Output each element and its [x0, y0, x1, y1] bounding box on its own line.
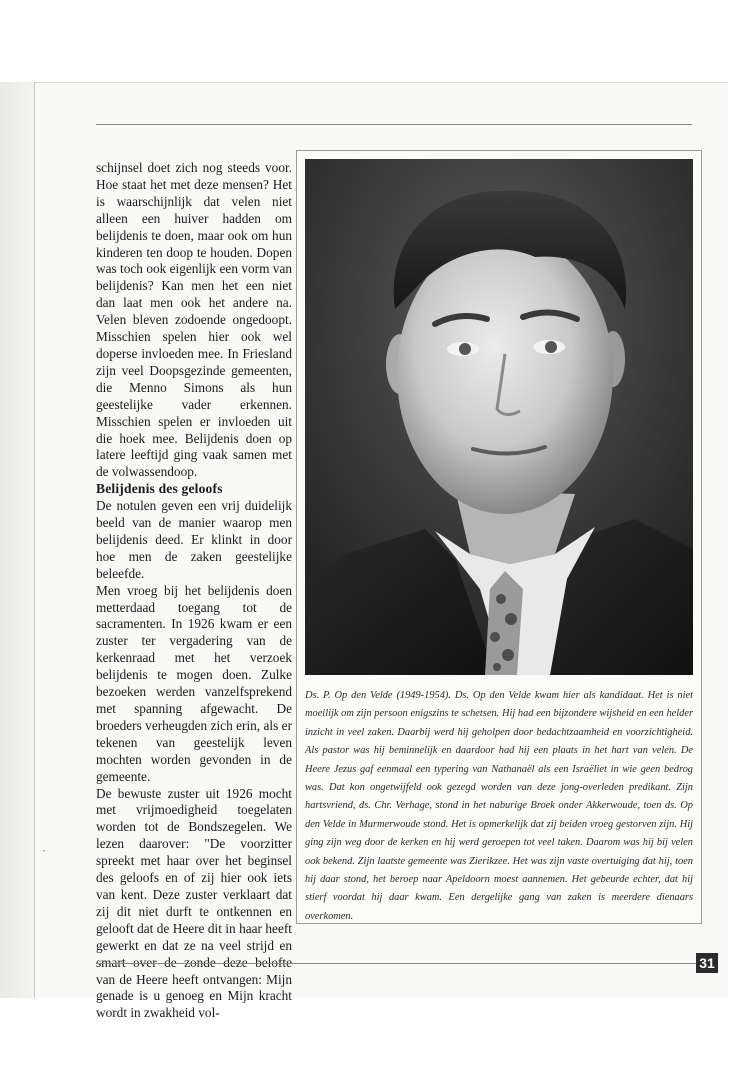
section-heading: Belijdenis des geloofs — [96, 481, 223, 497]
portrait-photo — [305, 159, 693, 675]
facing-page-edge — [0, 82, 34, 998]
portrait-image — [305, 159, 693, 675]
body-paragraph: De notulen geven een vrij duidelijk beeld van de manier waarop men belijdenis deed. Er klinkt in door hoe men de zaken geestelijke beleefde. — [96, 498, 292, 581]
bottom-rule — [96, 963, 696, 964]
body-paragraph: schijnsel doet zich nog steeds voor. Hoe staat het met deze mensen? Het is waarschijnlijk dat velen niet alleen een huiver hadden om belijdenis te doen, maar ook om hun kinderen ten doop te houden. Dopen was toch ook eigenlijk een vorm van belijdenis? Kan men het een niet dan laat men ook het andere na. Velen bleven zodoende ongedoopt. Misschien spelen hier ook wel doperse invloeden mee. In Friesland zijn veel Doopsgezinde gemeenten, die Menno Simons als hun geestelijke vader erkennen. Misschien spelen er invloeden uit die hoek mee. Belijdenis doen op latere leeftijd ging vaak samen met de volwassendoop. — [96, 160, 292, 480]
body-text-column — [96, 160, 292, 1022]
page-spine — [34, 82, 35, 998]
photo-frame — [296, 150, 702, 924]
top-rule — [96, 124, 692, 125]
margin-mark: ᛫ — [41, 847, 47, 858]
body-paragraph: De bewuste zuster uit 1926 mocht met vrijmoedigheid toegelaten worden tot de Bondszegelen. We lezen daarover: "De voorzitter spreekt met haar over het beginsel des geloofs en of zij hier ook iets van kent. Deze zuster verklaart dat zij dit niet durft te ontkennen en gelooft dat de Heere dit in haar heeft gewerkt en dat ze na veel strijd en van de Heere heeft ontvangen: Mijn genade is u genoeg en Mijn kracht wordt in zwakheid vol- — [96, 785, 292, 1021]
page-number: 31 — [696, 953, 718, 973]
body-paragraph: Men vroeg bij het belijdenis doen metterdaad toegang tot de sacramenten. In 1926 kwam er een zuster ter vergadering van de kerkenraad met het verzoek belijdenis te mogen doen. Zulke bezoeken werden vanzelfsprekend met spanning afgewacht. De broeders verheugden zich erin, als er tekenen van geestelijk leven mochten worden gevonden in de gemeente. — [96, 582, 292, 784]
photo-caption: Ds. P. Op den Velde (1949-1954). Ds. Op den Velde kwam hier als kandidaat. Het is niet moeilijk om zijn persoon enigszins te schetsen. Hij had een bijzondere wijsheid en een helder inzicht in veel zaken. Daarbij werd hij geholpen door bedachtzaamheid en voorzichtigheid. Als pastor was hij beminnelijk en daardoor had hij een plaats in het hart van velen. De Heere Jezus gaf eenmaal een typering van Nathanaël als een Israëliet in wie geen bedrog was. Dat kon ongetwijfeld ook gezegd worden van deze jong-overleden predikant. Zijn hartsvriend, ds. Chr. Verhage, stond in het naburige Broek onder Akkerwoude, toen ds. Op den Velde in Murmerwoude stond. Het is opmerkelijk dat zij beiden vroeg gestorven zijn. Hij ging zijn weg door de kerken en hij werd geroepen tot veel taken. Daarom was hij bij velen ook bekend. Zijn laatste gemeente was Zierikzee. Het was zijn vaste overtuiging dat hij, toen hij daar stond, het beroep naar Apeldoorn moest aannemen. Het gebeurde echter, dat hij stierf voordat hij daar kwam. Een dergelijke gang van zaken is meerdere dienaars overkomen. — [305, 690, 693, 922]
